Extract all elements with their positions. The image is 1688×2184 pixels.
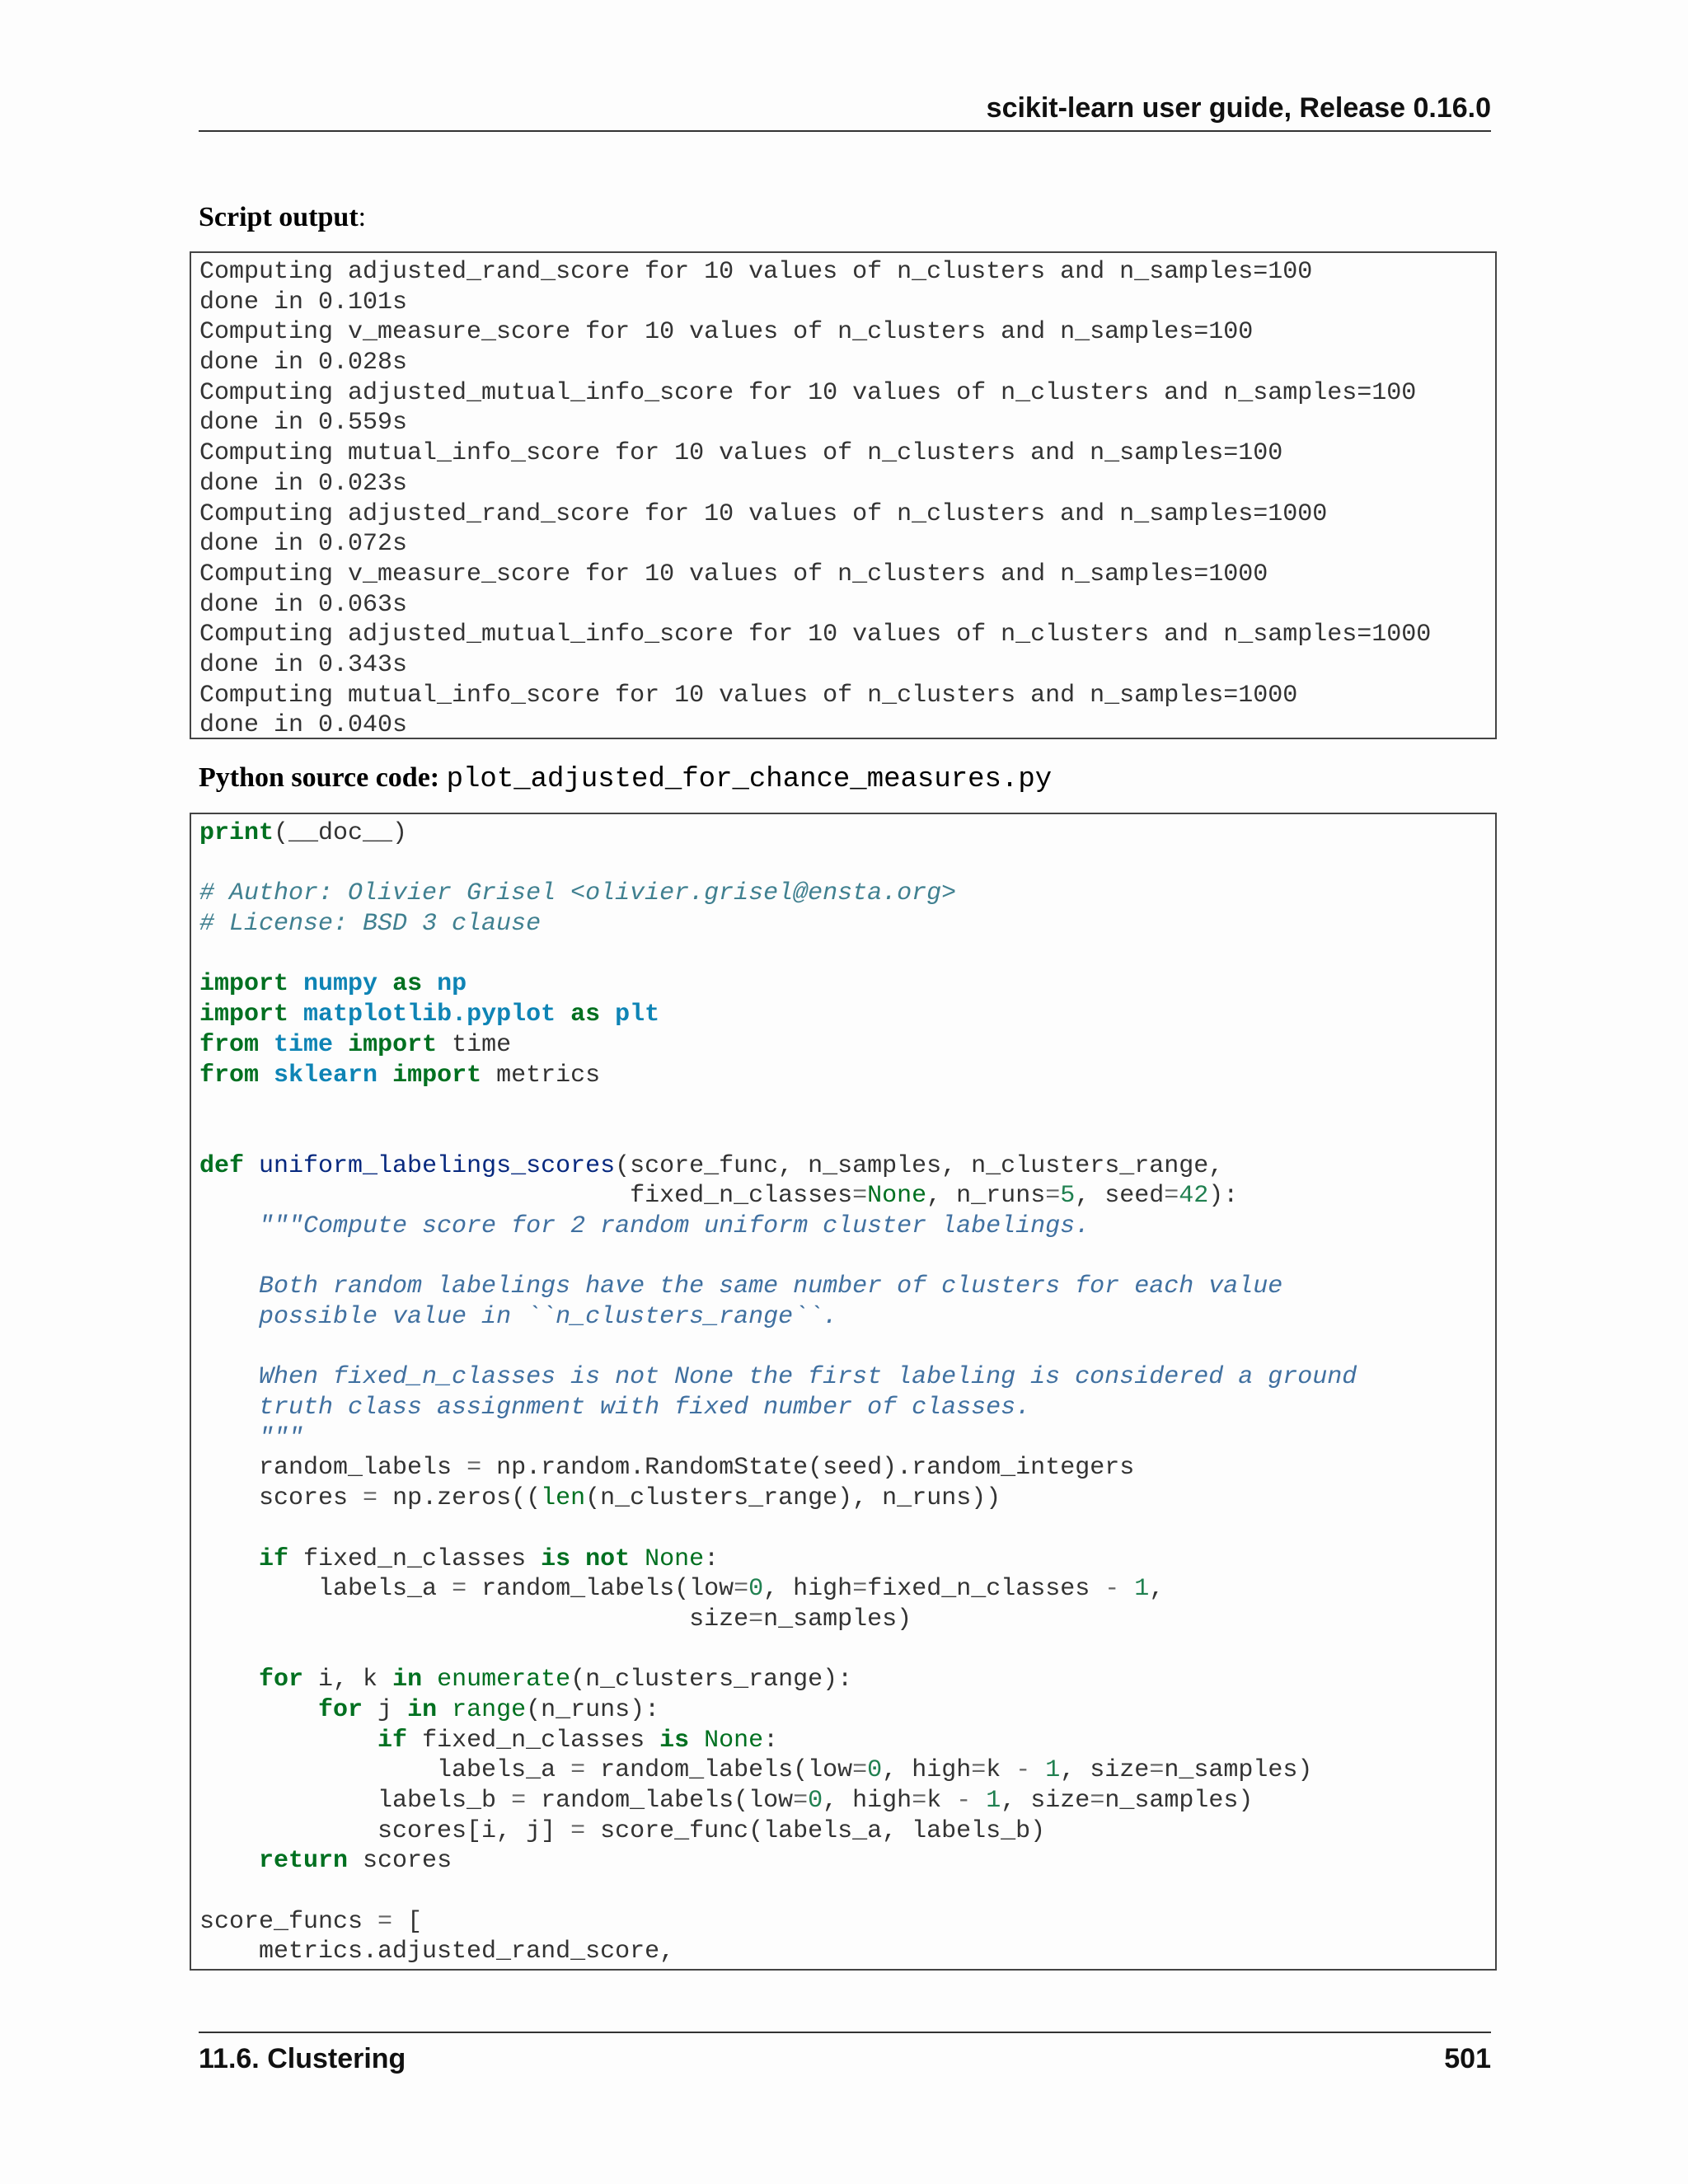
code-token: =: [1090, 1787, 1105, 1815]
code-token: , n_runs: [926, 1182, 1046, 1211]
code-line: [199, 1302, 1495, 1333]
code-token: [570, 1545, 585, 1573]
code-line: [199, 1937, 1495, 1967]
code-line: [199, 940, 1495, 970]
code-token: score_funcs: [199, 1907, 378, 1936]
code-line: [199, 1877, 1495, 1907]
code-token: [437, 1696, 452, 1724]
code-token: 1: [1134, 1575, 1150, 1604]
code-token: as: [392, 970, 423, 999]
code-token: =: [971, 1756, 987, 1785]
code-token: as: [570, 1001, 601, 1029]
code-token: [1119, 1575, 1134, 1603]
output-line: done in 0.343s: [199, 650, 408, 679]
code-token: fixed_n_classes: [407, 1726, 660, 1755]
code-token: , size: [1060, 1756, 1150, 1785]
output-line: done in 0.040s: [199, 711, 408, 739]
code-token: metrics.adjusted_rand_score,: [199, 1938, 675, 1966]
code-token: [377, 970, 392, 998]
code-line: [199, 1121, 1495, 1151]
code-token: [199, 1666, 259, 1694]
source-code-heading: [199, 762, 1052, 795]
code-line: [199, 1483, 1495, 1514]
code-token: [244, 1152, 259, 1180]
code-token: 42: [1179, 1182, 1209, 1211]
code-token: :: [763, 1726, 779, 1755]
code-token: random_labels(low: [526, 1787, 794, 1815]
code-token: i, k: [303, 1666, 393, 1694]
code-token: # License: BSD 3 clause: [199, 910, 542, 939]
code-token: =: [1149, 1756, 1165, 1785]
code-token: [259, 1031, 274, 1059]
code-token: numpy: [303, 970, 378, 999]
code-token: not: [585, 1544, 631, 1573]
output-line: Computing adjusted_mutual_info_score for 10 values of n_clusters and n_samples=1000: [199, 621, 1432, 649]
code-token: k: [926, 1787, 957, 1815]
code-token: time: [437, 1030, 512, 1059]
running-title: scikit-learn user guide, Release 0.16.0: [986, 92, 1491, 124]
code-token: plt: [615, 1001, 660, 1029]
code-token: np: [437, 970, 467, 999]
code-token: When fixed_n_classes is not None the first labeling is considered a ground: [259, 1363, 1357, 1392]
code-line: [199, 1514, 1495, 1544]
output-line: Computing adjusted_rand_score for 10 values of n_clusters and n_samples=1000: [199, 499, 1328, 528]
code-token: (n_clusters_range), n_runs)): [585, 1484, 1001, 1513]
code-line: [199, 1726, 1495, 1756]
code-token: =: [852, 1182, 868, 1211]
code-token: =: [570, 1816, 586, 1845]
code-token: np.zeros((: [377, 1484, 542, 1513]
code-token: metrics: [481, 1061, 601, 1090]
code-token: fixed_n_classes: [288, 1544, 542, 1573]
output-line: done in 0.028s: [199, 349, 408, 377]
output-line: done in 0.063s: [199, 590, 408, 619]
output-line: Computing v_measure_score for 10 values of n_clusters and n_samples=100: [199, 318, 1254, 347]
code-line: [199, 1423, 1495, 1454]
code-line: [199, 1333, 1495, 1363]
code-token: [199, 1424, 259, 1452]
code-line: [199, 1544, 1495, 1575]
code-token: =: [467, 1454, 482, 1483]
code-token: [689, 1727, 704, 1755]
code-token: (score_func, n_samples, n_clusters_range,: [615, 1151, 1224, 1180]
code-token: """Compute score for 2 random uniform cluster labelings.: [259, 1212, 1090, 1240]
script-output-heading: [199, 202, 366, 233]
code-token: possible value in ``n_clusters_range``.: [259, 1303, 838, 1331]
page-number: 501: [1444, 2043, 1491, 2074]
code-token: =: [852, 1575, 868, 1604]
code-token: is: [659, 1726, 690, 1755]
code-token: =: [511, 1787, 527, 1815]
code-token: in: [407, 1695, 438, 1724]
code-line: [199, 1212, 1495, 1242]
script-output-colon: :: [358, 202, 367, 232]
code-token: uniform_labelings_scores: [259, 1151, 616, 1180]
code-token: def: [199, 1151, 245, 1180]
code-token: random_labels(low: [467, 1575, 734, 1604]
code-token: len: [541, 1484, 586, 1513]
code-token: , high: [882, 1756, 972, 1785]
code-token: print: [199, 819, 274, 847]
code-token: [259, 1062, 274, 1090]
output-line: done in 0.559s: [199, 409, 408, 438]
code-line: [199, 969, 1495, 1000]
output-line: Computing mutual_info_score for 10 values of n_clusters and n_samples=100: [199, 439, 1283, 468]
code-token: scores[i, j]: [199, 1816, 571, 1845]
code-line: [199, 1000, 1495, 1030]
code-line: [199, 1816, 1495, 1847]
output-line: done in 0.072s: [199, 530, 408, 559]
code-token: =: [852, 1756, 868, 1785]
code-line: [199, 849, 1495, 879]
code-token: [199, 1363, 259, 1391]
code-token: for: [259, 1666, 304, 1694]
code-token: truth class assignment with fixed number of classes.: [259, 1394, 1031, 1422]
output-line: Computing adjusted_mutual_info_score for 10 values of n_clusters and n_samples=100: [199, 378, 1417, 407]
code-line: [199, 879, 1495, 909]
code-token: [288, 970, 303, 998]
code-token: n_samples): [1164, 1756, 1313, 1785]
code-token: j: [363, 1695, 408, 1724]
code-token: [333, 1031, 348, 1059]
output-line: Computing mutual_info_score for 10 values of n_clusters and n_samples=1000: [199, 681, 1298, 710]
code-token: ,: [1149, 1575, 1165, 1604]
code-token: from: [199, 1061, 260, 1090]
footer-section: 11.6. Clustering: [199, 2043, 406, 2074]
code-token: 5: [1060, 1182, 1076, 1211]
code-line: [199, 1665, 1495, 1695]
code-line: [199, 1755, 1495, 1786]
code-token: labels_a: [199, 1575, 452, 1604]
code-token: import: [199, 1001, 289, 1029]
code-token: None: [645, 1544, 705, 1573]
code-token: (n_clusters_range):: [570, 1666, 853, 1694]
code-token: =: [1045, 1182, 1061, 1211]
code-token: size: [199, 1605, 749, 1633]
code-line: [199, 1574, 1495, 1605]
code-token: # Author: Olivier Grisel <olivier.grisel@ensta.org>: [199, 879, 957, 908]
code-token: labels_b: [199, 1787, 512, 1815]
code-token: fixed_n_classes: [867, 1575, 1105, 1604]
code-token: in: [392, 1666, 423, 1694]
code-token: =: [734, 1575, 749, 1604]
page-header: [199, 92, 1491, 132]
code-token: =: [748, 1605, 764, 1633]
code-line: [199, 1030, 1495, 1061]
code-token: =: [793, 1787, 809, 1815]
code-token: :: [704, 1544, 720, 1573]
code-token: Both random labelings have the same number of clusters for each value: [259, 1272, 1283, 1301]
code-line: [199, 909, 1495, 940]
code-token: (__doc__): [274, 819, 408, 847]
code-token: [199, 1394, 259, 1422]
code-token: -: [1104, 1575, 1120, 1604]
code-line: [199, 1181, 1495, 1212]
code-token: , high: [763, 1575, 853, 1604]
code-token: =: [452, 1575, 467, 1604]
code-line: [199, 1090, 1495, 1121]
code-token: =: [570, 1756, 586, 1785]
code-token: scores: [199, 1484, 363, 1513]
code-token: [: [392, 1907, 423, 1936]
code-token: [971, 1787, 986, 1815]
code-token: import: [199, 970, 289, 999]
code-token: np.random.RandomState(seed).random_integers: [481, 1454, 1135, 1483]
source-code-label: Python source code:: [199, 762, 440, 793]
code-token: [199, 1696, 318, 1724]
code-line: [199, 1605, 1495, 1635]
code-token: k: [986, 1756, 1016, 1785]
code-line: [199, 1151, 1495, 1182]
code-token: -: [1015, 1756, 1031, 1785]
code-token: scores: [348, 1847, 452, 1876]
code-token: sklearn: [274, 1061, 378, 1090]
code-line: [199, 1786, 1495, 1816]
code-token: import: [392, 1061, 482, 1090]
source-code-block: [190, 813, 1497, 1971]
code-token: None: [867, 1182, 927, 1211]
script-output-label: Script output: [199, 202, 359, 232]
code-token: """: [259, 1423, 304, 1452]
code-token: [422, 970, 437, 998]
code-token: for: [318, 1695, 363, 1724]
code-token: 1: [1045, 1756, 1061, 1785]
code-token: -: [956, 1787, 972, 1815]
code-token: [556, 1001, 570, 1029]
code-token: None: [704, 1726, 764, 1755]
code-token: [600, 1001, 615, 1029]
code-token: (n_runs):: [526, 1695, 660, 1724]
code-token: enumerate: [437, 1666, 571, 1694]
code-line: [199, 1453, 1495, 1483]
output-line: Computing v_measure_score for 10 values of n_clusters and n_samples=1000: [199, 560, 1268, 588]
code-token: import: [348, 1030, 438, 1059]
code-token: =: [377, 1907, 393, 1936]
code-token: =: [1164, 1182, 1179, 1211]
code-token: , high: [823, 1787, 912, 1815]
code-token: time: [274, 1030, 334, 1059]
code-token: matplotlib.pyplot: [303, 1001, 556, 1029]
code-token: is: [541, 1544, 571, 1573]
code-token: random_labels(low: [585, 1756, 853, 1785]
code-token: [377, 1062, 392, 1090]
code-token: labels_a: [199, 1756, 571, 1785]
code-token: random_labels: [199, 1454, 467, 1483]
code-token: n_samples): [1104, 1787, 1254, 1815]
code-line: [199, 818, 1495, 849]
code-token: [630, 1545, 645, 1573]
code-token: , seed: [1075, 1182, 1165, 1211]
code-token: score_func(labels_a, labels_b): [585, 1816, 1046, 1845]
code-line: [199, 1061, 1495, 1091]
code-token: [422, 1666, 437, 1694]
code-line: [199, 1907, 1495, 1938]
code-line: [199, 1362, 1495, 1393]
code-line: [199, 1695, 1495, 1726]
output-line: done in 0.023s: [199, 469, 408, 498]
output-line: done in 0.101s: [199, 288, 408, 316]
code-token: =: [912, 1787, 927, 1815]
code-token: ):: [1208, 1182, 1239, 1211]
code-line: [199, 1846, 1495, 1877]
code-token: range: [452, 1695, 527, 1724]
code-token: 1: [986, 1787, 1001, 1815]
code-token: n_samples): [763, 1605, 912, 1633]
page-footer: [199, 2032, 1491, 2083]
code-token: if: [377, 1726, 408, 1755]
code-token: return: [259, 1847, 349, 1876]
code-token: fixed_n_classes: [199, 1182, 853, 1211]
code-token: if: [259, 1544, 289, 1573]
code-token: 0: [808, 1787, 823, 1815]
source-filename: plot_adjusted_for_chance_measures.py: [446, 764, 1053, 795]
code-token: [199, 1303, 259, 1331]
script-output-block: [190, 251, 1497, 739]
code-token: [199, 1847, 259, 1875]
code-token: [199, 1272, 259, 1301]
code-line: [199, 1242, 1495, 1272]
code-token: =: [363, 1484, 378, 1513]
code-token: [199, 1545, 259, 1573]
code-token: [1030, 1756, 1045, 1784]
code-line: [199, 1272, 1495, 1302]
code-token: [199, 1727, 377, 1755]
code-token: , size: [1001, 1787, 1090, 1815]
code-token: [199, 1212, 259, 1240]
code-token: [288, 1001, 303, 1029]
output-line: Computing adjusted_rand_score for 10 values of n_clusters and n_samples=100: [199, 258, 1313, 286]
code-line: [199, 1393, 1495, 1423]
code-token: 0: [748, 1575, 764, 1604]
code-token: 0: [867, 1756, 883, 1785]
code-token: from: [199, 1030, 260, 1059]
code-line: [199, 1635, 1495, 1666]
